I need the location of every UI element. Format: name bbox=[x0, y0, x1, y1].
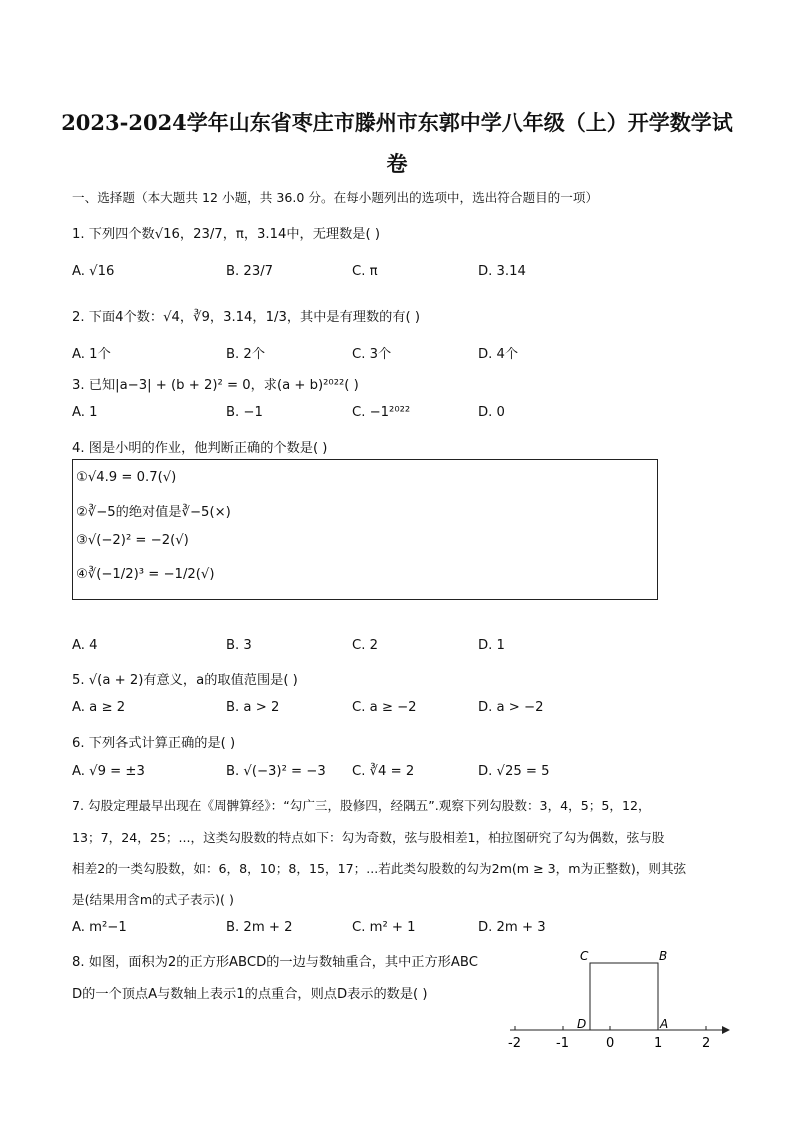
q5-option-b: B. a > 2 bbox=[226, 700, 280, 715]
q3-option-c: C. −1²⁰²² bbox=[352, 405, 411, 420]
q2-option-c: C. 3个 bbox=[352, 347, 392, 362]
question-7-line-4: 是(结果用含m的式子表示)( ) bbox=[72, 892, 234, 907]
question-4-stem: 4. 图是小明的作业，他判断正确的个数是( ) bbox=[72, 441, 328, 456]
number-line-arrow bbox=[722, 1026, 730, 1034]
question-3-stem: 3. 已知|a−3| + (b + 2)² = 0，求(a + b)²⁰²²( ) bbox=[72, 378, 359, 393]
question-7-line-3: 相差2的一类勾股数，如：6，8，10；8，15，17；...若此类勾股数的勾为2m(m ≥ 3，m为正整数)，则其弦 bbox=[72, 861, 687, 876]
vertex-label-c: C bbox=[580, 949, 589, 963]
paper-title-line2: 卷 bbox=[386, 151, 408, 176]
q3-option-b: B. −1 bbox=[226, 405, 263, 420]
tick-label: -1 bbox=[556, 1036, 569, 1051]
q1-option-a: A. √16 bbox=[72, 264, 115, 279]
tick-label: 1 bbox=[654, 1036, 663, 1051]
q6-option-d: D. √25 = 5 bbox=[478, 764, 550, 779]
question-5-stem: 5. √(a + 2)有意义，a的取值范围是( ) bbox=[72, 673, 298, 688]
question-6-stem: 6. 下列各式计算正确的是( ) bbox=[72, 736, 236, 751]
q4-option-a: A. 4 bbox=[72, 638, 98, 653]
homework-item-1: ①√4.9 = 0.7(√) bbox=[76, 470, 177, 485]
q7-option-b: B. 2m + 2 bbox=[226, 920, 293, 935]
q3-option-a: A. 1 bbox=[72, 405, 98, 420]
section-heading: 一、选择题（本大题共 12 小题，共 36.0 分。在每小题列出的选项中，选出符合题目的一项） bbox=[72, 190, 599, 205]
question-8-line-2: D的一个顶点A与数轴上表示1的点重合，则点D表示的数是( ) bbox=[72, 987, 428, 1002]
q7-option-d: D. 2m + 3 bbox=[478, 920, 546, 935]
homework-item-4: ④∛(−1/2)³ = −1/2(√) bbox=[76, 567, 215, 582]
paper-title-line1: 2023-2024学年山东省枣庄市滕州市东郭中学八年级（上）开学数学试 bbox=[61, 110, 733, 135]
question-1-stem: 1. 下列四个数√16，23/7，π，3.14中，无理数是( ) bbox=[72, 227, 380, 242]
q7-option-c: C. m² + 1 bbox=[352, 920, 416, 935]
question-7-line-1: 7. 勾股定理最早出现在《周髀算经》：“勾广三，股修四，经隅五”.观察下列勾股数：3，4，5；5，12， bbox=[72, 798, 651, 813]
q2-option-d: D. 4个 bbox=[478, 347, 519, 362]
question-8-line-1: 8. 如图，面积为2的正方形ABCD的一边与数轴重合，其中正方形ABC bbox=[72, 955, 478, 970]
q4-option-c: C. 2 bbox=[352, 638, 378, 653]
tick-label: 2 bbox=[702, 1036, 711, 1051]
q7-option-a: A. m²−1 bbox=[72, 920, 127, 935]
homework-item-2: ②∛−5的绝对值是∛−5(×) bbox=[76, 505, 231, 520]
vertex-label-a: A bbox=[660, 1017, 669, 1031]
q5-option-a: A. a ≥ 2 bbox=[72, 700, 126, 715]
question-2-stem: 2. 下面4个数：√4，∛9，3.14，1/3，其中是有理数的有( ) bbox=[72, 310, 421, 325]
square-number-line-figure bbox=[500, 940, 750, 1055]
q6-option-a: A. √9 = ±3 bbox=[72, 764, 145, 779]
square-abcd bbox=[590, 963, 658, 1030]
q4-option-b: B. 3 bbox=[226, 638, 252, 653]
q6-option-b: B. √(−3)² = −3 bbox=[226, 764, 326, 779]
q6-option-c: C. ∛4 = 2 bbox=[352, 764, 415, 779]
q1-option-d: D. 3.14 bbox=[478, 264, 526, 279]
question-7-line-2: 13；7，24，25；...，这类勾股数的特点如下：勾为奇数，弦与股相差1，柏拉图研究了勾为偶数，弦与股 bbox=[72, 830, 665, 845]
q2-option-a: A. 1个 bbox=[72, 347, 111, 362]
tick-label: -2 bbox=[508, 1036, 521, 1051]
q1-option-c: C. π bbox=[352, 264, 378, 279]
q5-option-d: D. a > −2 bbox=[478, 700, 544, 715]
q2-option-b: B. 2个 bbox=[226, 347, 266, 362]
q3-option-d: D. 0 bbox=[478, 405, 505, 420]
q4-option-d: D. 1 bbox=[478, 638, 505, 653]
homework-item-3: ③√(−2)² = −2(√) bbox=[76, 533, 189, 548]
vertex-label-d: D bbox=[577, 1017, 587, 1031]
q1-option-b: B. 23/7 bbox=[226, 264, 274, 279]
tick-label: 0 bbox=[606, 1036, 615, 1051]
vertex-label-b: B bbox=[659, 949, 668, 963]
q5-option-c: C. a ≥ −2 bbox=[352, 700, 417, 715]
